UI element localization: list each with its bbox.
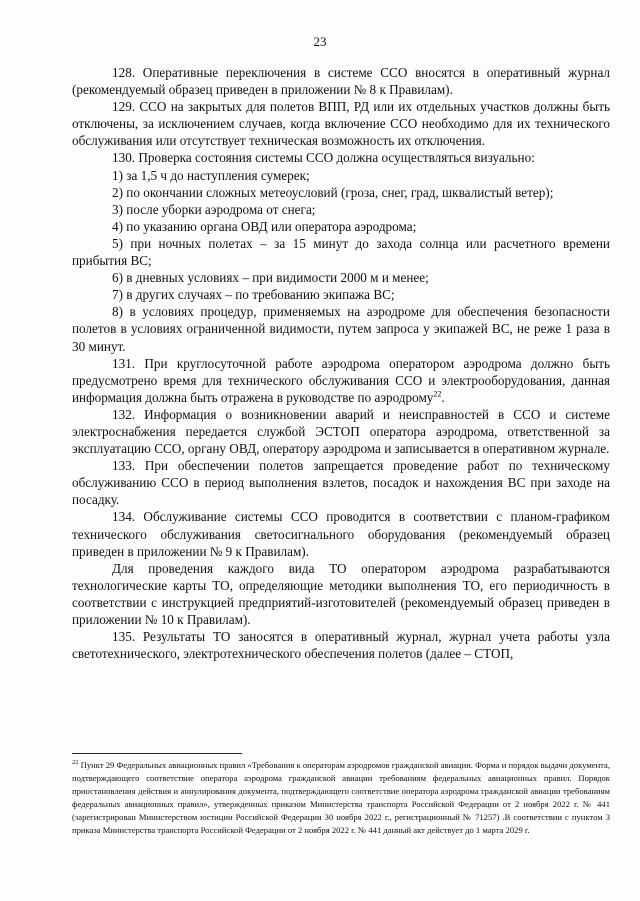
paragraph-133: 133. При обеспечении полетов запрещается проведение работ по техническому обслуживанию ССО в период выполнения взлетов, посадок и нахождения ВС при заходе на посадку. <box>72 458 610 508</box>
list-item-5: 5) при ночных полетах – за 15 минут до захода солнца или расчетного времени прибытия ВС; <box>72 235 610 269</box>
list-item-1: 1) за 1,5 ч до наступления сумерек; <box>112 167 310 183</box>
list-item-4: 4) по указанию органа ОВД или оператора аэродрома; <box>112 218 417 234</box>
footnote-text: Пункт 29 Федеральных авиационных правил «Требования к операторам аэродромов гражданской авиации. Форма и порядок выдачи документа, подтверждающего соответствие оператора аэродрома гражданской авиации требованиям федеральных авиационных правил. Порядок приостановления действия и аннулирования документа, подтверждающего соответствие оператора аэродрома гражданской авиации требованиям федеральных авиационных правил», утвержденных приказом Министерства транспорта Российской Федерации от 2 ноября 2022 г. № 441 (зарегистрирован Министерством юстиции Российской Федерации 30 ноября 2022 г., регистрационный № 71257) .В соответствии с пунктом 3 приказа Министерства транспорта Российской Федерации от 2 ноября 2022 г. № 441 данный акт действует до 1 марта 2029 г. <box>72 760 610 835</box>
footnote-divider <box>72 753 242 754</box>
list-item-6: 6) в дневных условиях – при видимости 2000 м и менее; <box>112 270 429 286</box>
paragraph-131-text: 131. При круглосуточной работе аэродрома оператором аэродрома должно быть предусмотрено время для технического обслуживания ССО и электрооборудования, данная информация должна быть отражена в руководстве по аэродрому <box>72 355 610 405</box>
list-item-7: 7) в других случаях – по требованию экипажа ВС; <box>112 287 395 303</box>
list-item-2: 2) по окончании сложных метеоусловий (гроза, снег, град, шквалистый ветер); <box>112 184 554 200</box>
paragraph-131-end: . <box>441 389 445 405</box>
list-item-3: 3) после уборки аэродрома от снега; <box>112 201 316 217</box>
paragraph-132: 132. Информация о возникновении аварий и неисправностей в ССО и системе электроснабжения передается службой ЭСТОП оператора аэродрома, ответственной за эксплуатацию ССО, органу ОВД, оператору аэродрома и записывается в оперативном журнале. <box>72 406 610 457</box>
paragraph-134-continued: Для проведения каждого вида ТО оператором аэродрома разрабатываются технологические карты ТО, определяющие методики выполнения ТО, его периодичность в соответствии с инструкцией предприятий-изготовителей (рекомендуемый образец приведен в приложении № 10 к Правилам). <box>72 560 610 627</box>
paragraph-130: 130. Проверка состояния системы ССО должна осуществляться визуально: <box>112 150 535 166</box>
footnote <box>72 759 610 836</box>
paragraph-128: 128. Оперативные переключения в системе ССО вносятся в оперативный журнал (рекомендуемый образец приведен в приложении № 8 к Правилам). <box>72 65 610 98</box>
footnote-mark: 22 <box>72 759 79 767</box>
paragraph-135: 135. Результаты ТО заносятся в оперативный журнал, журнал учета работы узла светотехнического, электротехнического обеспечения полетов (далее – СТОП, <box>72 629 610 662</box>
main-text <box>72 64 610 662</box>
page-number: 23 <box>313 34 327 49</box>
paragraph-129: 129. ССО на закрытых для полетов ВПП, РД или их отдельных участков должны быть отключены, за исключением случаев, когда включение ССО необходимо для их технического обслуживания или отсутствует техническая возможность их отключения. <box>72 99 610 149</box>
footnote-reference: 22 <box>433 389 442 399</box>
paragraph-131 <box>72 355 610 406</box>
list-item-8: 8) в условиях процедур, применяемых на аэродроме для обеспечения безопасности полетов в условиях ограниченной видимости, путем запроса у экипажей ВС, не реже 1 раза в 30 минут. <box>72 304 610 354</box>
paragraph-134: 134. Обслуживание системы ССО проводится в соответствии с планом-графиком технического обслуживания светосигнального оборудования (рекомендуемый образец приведен в приложении № 9 к Правилам). <box>72 509 610 559</box>
